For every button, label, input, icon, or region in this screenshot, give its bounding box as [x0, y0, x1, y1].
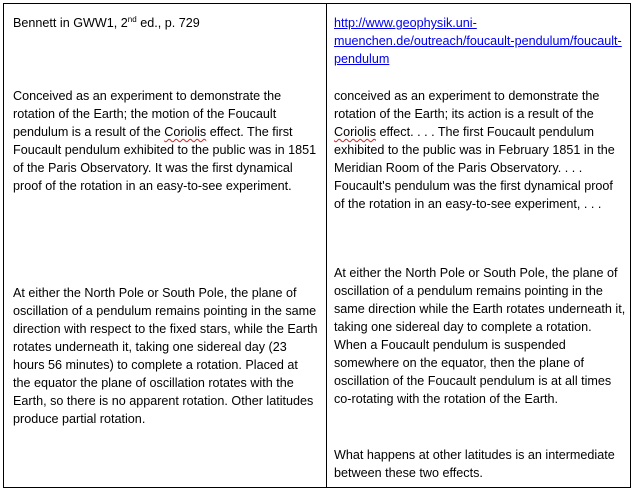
left-column: [13, 4, 318, 487]
column-divider: [326, 4, 327, 487]
spellcheck-word: Coriolis: [334, 125, 376, 139]
right-paragraph-3: What happens at other latitudes is an intermediate between these two effects.: [334, 448, 615, 480]
source-citation: Bennett in GWW1, 2nd ed., p. 729: [13, 14, 200, 30]
left-paragraph-1: Conceived as an experiment to demonstrate the rotation of the Earth; the motion of the Foucault pendulum is a result of the Coriolis effect. The first Foucault pendulum exhibited to the public was in 1851 of the Paris Observatory. It was the first dynamical proof of the rotation in an easy-to-see experiment.: [13, 89, 317, 193]
right-paragraph-2: At either the North Pole or South Pole, the plane of oscillation of a pendulum remains pointing in the same direction while the Earth rotates underneath it, taking one sidereal day to complete a rotation. When a Foucault pendulum is suspended somewhere on the equator, then the plane of oscillation of the Foucault pendulum is at all times co-rotating with the rotation of the Earth.: [334, 266, 626, 406]
comparison-table: [3, 3, 631, 488]
spellcheck-word: Coriolis: [164, 125, 207, 139]
left-paragraph-2: At either the North Pole or South Pole, the plane of oscillation of a pendulum remains pointing in the same direction with respect to the fixed stars, while the Earth rotates underneath it, taking one sidereal day (23 hours 56 minutes) to complete a rotation. Placed at the equator the plane of oscillation rotates with the Earth, so there is no apparent rotation. Other latitudes produce partial rotation.: [13, 286, 318, 426]
source-link[interactable]: http://www.geophysik.uni-muenchen.de/outreach/foucault-pendulum/foucault-pendulum: [334, 16, 622, 66]
right-column: [334, 4, 626, 487]
source-link-wrap: [334, 14, 626, 68]
right-paragraph-1: conceived as an experiment to demonstrate the rotation of the Earth; its action is a result of the Coriolis effect. . . . The first Foucault pendulum exhibited to the public was in February 1851 in the Meridian Room of the Paris Observatory. . . . Foucault's pendulum was the first dynamical proof of the rotation in an easy-to-see experiment, . . .: [334, 89, 615, 211]
